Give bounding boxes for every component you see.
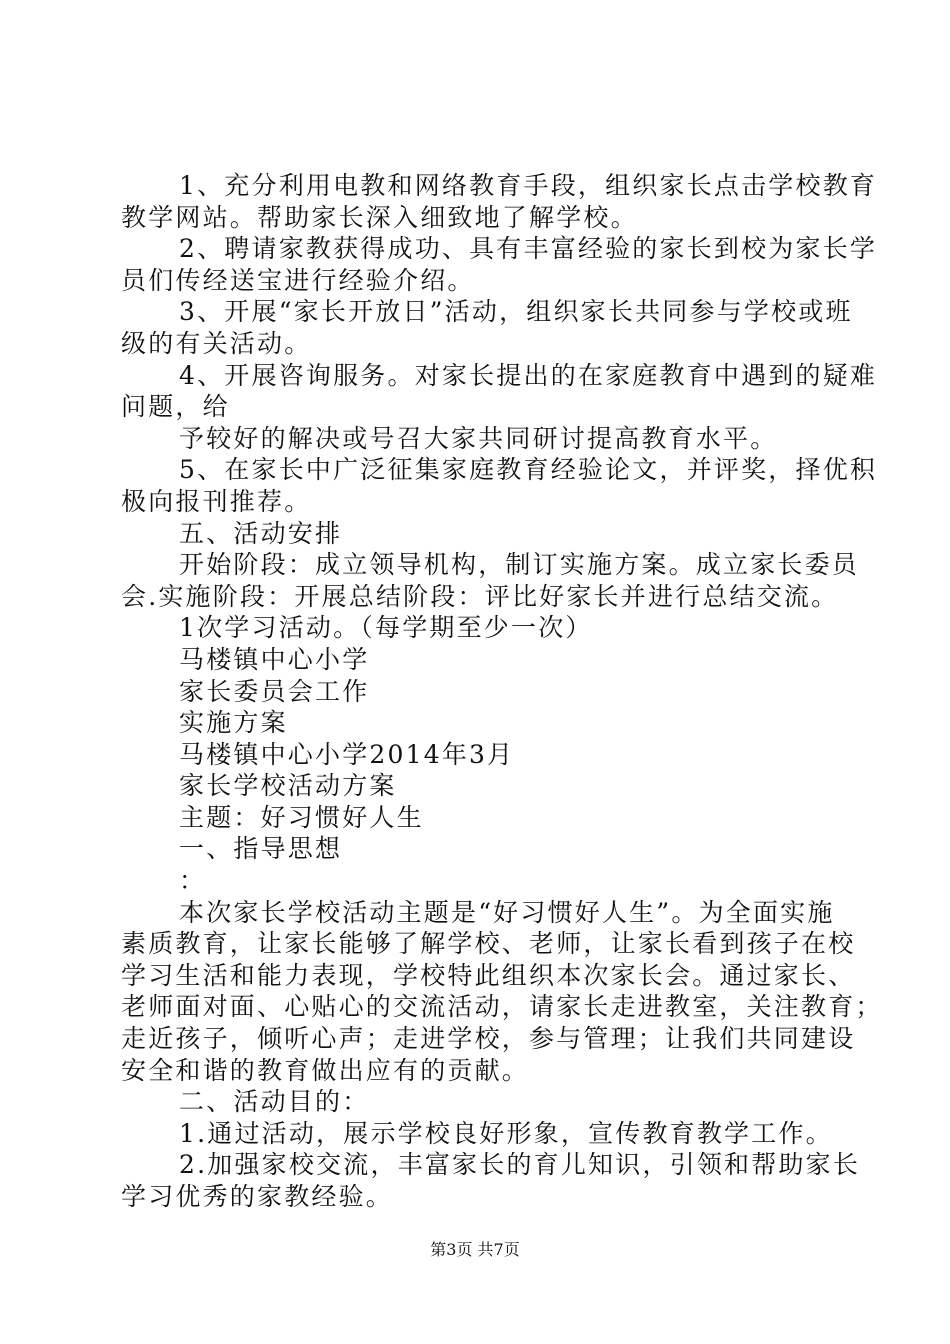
page-footer: 第3页 共7页 [430,1240,520,1259]
paragraph-line: 1、充分利用电教和网络教育手段，组织家长点击学校教育 [179,171,878,200]
section-heading: 五、活动安排 [179,518,343,548]
paragraph-line: 5、在家长中广泛征集家庭教育经验论文，并评奖，择优积 [179,455,878,485]
document-date: 马楼镇中心小学2014年3月 [179,739,515,769]
document-title: 实施方案 [179,708,288,738]
paragraph-line: 本次家长学校活动主题是“好习惯好人生”。为全面实施 [179,897,835,927]
paragraph-line: 走近孩子，倾听心声；走进学校，参与管理；让我们共同建设 [121,1024,856,1054]
paragraph-line: 极向报刊推荐。 [121,486,312,516]
paragraph-line: 开始阶段：成立领导机构，制订实施方案。成立家长委员 [179,550,860,580]
document-title: 家长委员会工作 [179,676,370,706]
section-heading: 二、活动目的： [179,1087,370,1117]
section-heading: 一、指导思想 [179,834,343,864]
paragraph-line: ： [179,866,207,896]
paragraph-line: 2、聘请家教获得成功、具有丰富经验的家长到校为家长学 [179,234,878,264]
paragraph-line: 予较好的解决或号召大家共同研讨提高教育水平。 [179,423,778,453]
paragraph-line: 老师面对面、心贴心的交流活动，请家长走进教室，关注教育； [121,992,883,1022]
paragraph-line: 学习生活和能力表现，学校特此组织本次家长会。通过家长、 [121,960,856,990]
theme-line: 主题：好习惯好人生 [179,802,424,832]
paragraph-line: 会.实施阶段：开展总结阶段：评比好家长并进行总结交流。 [121,581,839,611]
document-body [121,170,883,1213]
paragraph-line: 教学网站。帮助家长深入细致地了解学校。 [121,202,638,232]
paragraph-line: 级的有关活动。 [121,328,312,358]
paragraph-line: 素质教育，让家长能够了解学校、老师，让家长看到孩子在校 [121,929,856,959]
paragraph-line: 1次学习活动。（每学期至少一次） [179,613,593,643]
paragraph-line: 1.通过活动，展示学校良好形象，宣传教育教学工作。 [179,1118,833,1148]
paragraph-line: 2.加强家校交流，丰富家长的育儿知识，引领和帮助家长 [179,1150,861,1180]
paragraph-line: 学习优秀的家教经验。 [121,1182,394,1211]
school-name: 马楼镇中心小学 [179,644,370,674]
document-title: 家长学校活动方案 [179,771,397,801]
paragraph-line: 3、开展“家长开放日”活动，组织家长共同参与学校或班 [179,297,853,327]
paragraph-line: 员们传经送宝进行经验介绍。 [121,265,475,295]
paragraph-line: 安全和谐的教育做出应有的贡献。 [121,1055,530,1085]
paragraph-line: 问题，给 [121,392,230,422]
paragraph-line: 4、开展咨询服务。对家长提出的在家庭教育中遇到的疑难 [179,360,878,390]
